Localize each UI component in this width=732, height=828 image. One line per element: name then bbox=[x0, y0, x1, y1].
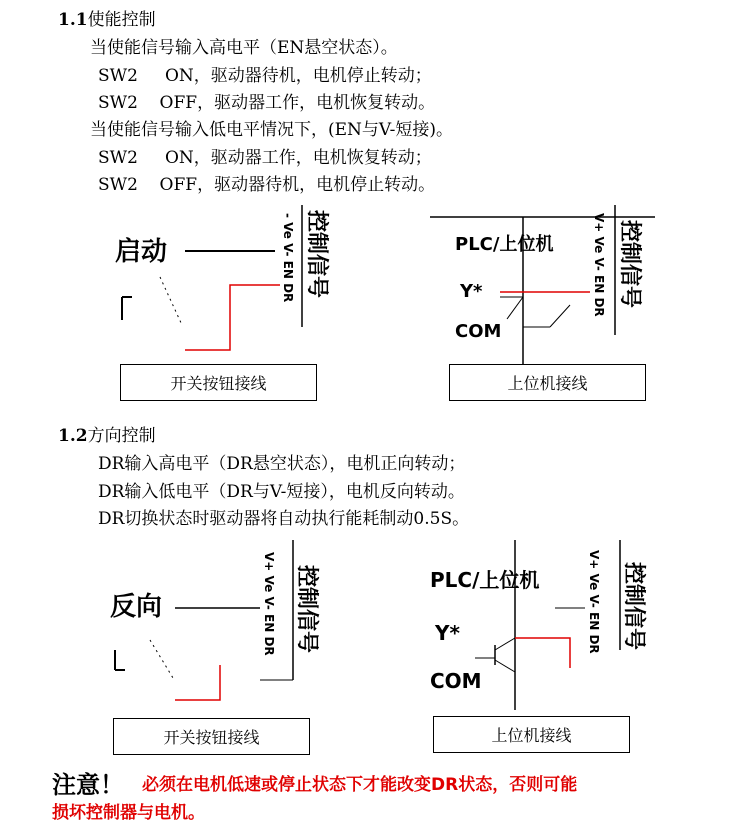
section-1-number: 1.1 bbox=[58, 10, 88, 30]
section-2-heading: 方向控制 bbox=[87, 426, 156, 446]
direction-plc-diagram bbox=[415, 540, 660, 710]
pin-labels: - Ve V- EN DR bbox=[281, 213, 295, 303]
plc-label: PLC/上位机 bbox=[455, 234, 554, 255]
caption-plc-wiring: 上位机接线 bbox=[449, 364, 646, 401]
sec1-line-4: SW2 ON，驱动器工作，电机恢复转动； bbox=[98, 148, 432, 168]
direction-switch-diagram bbox=[105, 540, 350, 710]
caption-switch-wiring: 开关按钮接线 bbox=[120, 364, 317, 401]
section-1-heading: 使能控制 bbox=[87, 10, 156, 30]
sec1-line-2: SW2 OFF，驱动器工作，电机恢复转动。 bbox=[98, 93, 436, 113]
sec1-line-1: SW2 ON，驱动器待机，电机停止转动； bbox=[98, 66, 432, 86]
start-label: 启动 bbox=[115, 237, 168, 267]
com-label: COM bbox=[455, 321, 502, 342]
control-signal-label: 控制信号 bbox=[621, 562, 646, 651]
red-wire bbox=[175, 665, 220, 700]
pin-labels: V+ Ve V- EN DR bbox=[592, 213, 606, 317]
pin-labels: V+ Ve V- EN DR bbox=[587, 550, 601, 654]
control-signal-label: 控制信号 bbox=[304, 210, 329, 299]
y-label: Y* bbox=[435, 621, 460, 645]
plc-label: PLC/上位机 bbox=[430, 568, 540, 592]
reverse-label: 反向 bbox=[110, 592, 163, 622]
section-2-title bbox=[58, 425, 156, 447]
enable-plc-diagram bbox=[425, 205, 660, 365]
pin-labels: V+ Ve V- EN DR bbox=[262, 552, 276, 656]
red-wire bbox=[515, 638, 570, 668]
enable-switch-diagram bbox=[110, 205, 350, 360]
sec1-line-3: 当使能信号输入低电平情况下，(EN与V-短接)。 bbox=[90, 120, 454, 140]
sec2-line-1: DR输入低电平（DR与V-短接），电机反向转动。 bbox=[98, 482, 465, 502]
note-line-1: 必须在电机低速或停止状态下才能改变DR状态，否则可能 bbox=[142, 775, 578, 795]
switch-lever bbox=[160, 277, 182, 325]
section-1-title bbox=[58, 9, 156, 31]
caption-plc-wiring-2: 上位机接线 bbox=[433, 716, 630, 753]
note-line-2: 损坏控制器与电机。 bbox=[52, 803, 205, 823]
red-wire bbox=[185, 285, 280, 350]
caption-switch-wiring-2: 开关按钮接线 bbox=[113, 718, 310, 755]
control-signal-label: 控制信号 bbox=[294, 565, 319, 654]
sec2-line-2: DR切换状态时驱动器将自动执行能耗制动0.5S。 bbox=[98, 509, 470, 529]
sec1-line-5: SW2 OFF，驱动器待机，电机停止转动。 bbox=[98, 175, 436, 195]
sec1-line-0: 当使能信号输入高电平（EN悬空状态）。 bbox=[90, 38, 398, 58]
switch-lever bbox=[150, 640, 173, 678]
sec2-line-0: DR输入高电平（DR悬空状态），电机正向转动； bbox=[98, 454, 466, 474]
y-label: Y* bbox=[460, 281, 483, 302]
control-signal-label: 控制信号 bbox=[617, 220, 642, 309]
section-2-number: 1.2 bbox=[58, 426, 88, 446]
note-heading: 注意！ bbox=[52, 771, 124, 799]
com-label: COM bbox=[430, 669, 482, 693]
